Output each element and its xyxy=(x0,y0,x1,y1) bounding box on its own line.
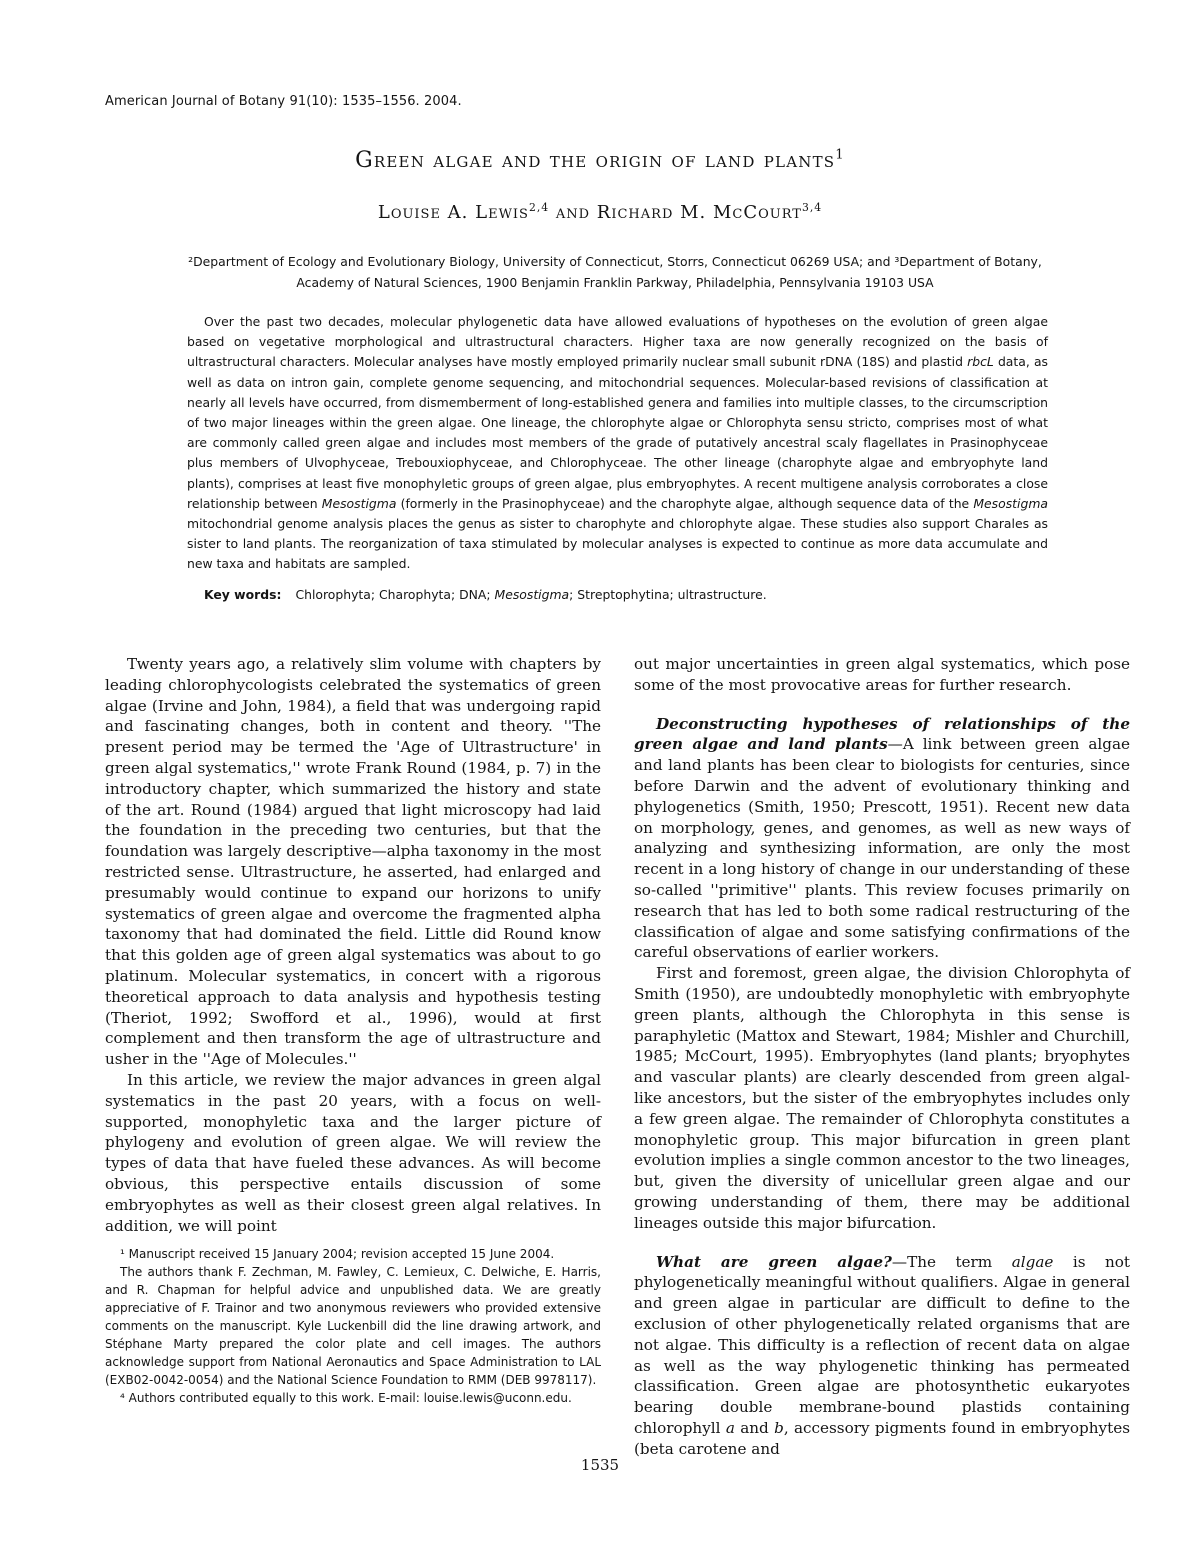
abstract-text: mitochondrial genome analysis places the genus as sister to charophyte and chlorophyte algae. These studies also support Charales as sister to land plants. The reorganization of taxa stimulated by molecular analyses is expected to continue as more data accumulate and new taxa and habitats are sampled. xyxy=(187,516,1048,572)
author-affiliation-marker: 2,4 xyxy=(528,201,550,214)
keywords-text: Chlorophyta; Charophyta; DNA; xyxy=(295,587,495,602)
article-title-text: Green algae and the origin of land plants xyxy=(355,148,836,173)
body-text: is not phylogenetically meaningful without qualifiers. Algae in general and green algae in particular are difficult to define to the exclusion of other phylogenetically related organisms that are not algae. This difficulty is a reflection of recent data on algae as well as the way phylogenetic thinking has permeated classification. Green algae are photosynthetic eukaryotes bearing double membrane-bound plastids containing chlorophyll xyxy=(634,1252,1131,1437)
section-paragraph xyxy=(634,714,1130,964)
journal-citation: American Journal of Botany 91(10): 1535–1556. 2004. xyxy=(105,94,462,109)
section-heading: What are green algae? xyxy=(656,1252,892,1271)
body-text: —The term xyxy=(891,1252,1012,1271)
author-name: Louise A. Lewis xyxy=(377,202,529,223)
keywords-genus: Mesostigma xyxy=(494,587,570,602)
abstract-genus-name: Mesostigma xyxy=(973,495,1048,511)
body-paragraph: First and foremost, green algae, the division Chlorophyta of Smith (1950), are undoubtedly monophyletic with embryophyte green plants, although the Chlorophyta in this sense is paraphyletic (Mattox and Stewart, 1984; Mishler and Churchill, 1985; McCourt, 1995). Embryophytes (land plants; bryophytes and vascular plants) are clearly descended from green algal-like ancestors, but the sister of the embryophytes includes only a few green algae. The remainder of Chlorophyta constitutes a monophyletic group. This major bifurcation in green plant evolution implies a single common ancestor to the two lineages, but, given the diversity of unicellular green algae and our growing understanding of them, there may be additional lineages outside this major bifurcation. xyxy=(634,964,1130,1232)
body-text: and xyxy=(734,1418,775,1437)
section-paragraph xyxy=(634,1252,1130,1460)
title-footnote-marker: 1 xyxy=(835,147,845,163)
body-italic-term: algae xyxy=(1011,1252,1054,1271)
abstract-text: (formerly in the Prasinophyceae) and the charophyte algae, although sequence data of the xyxy=(396,495,974,511)
abstract-gene-name: rbcL xyxy=(967,354,994,370)
body-text: —A link between green algae and land plants has been clear to biologists for centuries, since before Darwin and the advent of evolutionary thinking and phylogenetics (Smith, 1950; Prescott, 1951). Recent new data on morphology, genes, and genomes, as well as new ways of analyzing and synthesizing information, are only the most recent in a long history of change in our understanding of these so-called ''primitive'' plants. This review focuses primarily on research that has led to both some radical restructuring of the classification of algae and some satisfying confirmations of the careful observations of earlier workers. xyxy=(634,735,1131,962)
authors-conjunction: and xyxy=(555,202,591,223)
keywords xyxy=(204,587,767,602)
keywords-label: Key words: xyxy=(204,587,282,602)
author-line xyxy=(0,202,1200,223)
page-number: 1535 xyxy=(580,1456,620,1474)
abstract xyxy=(187,312,1048,575)
body-paragraph: In this article, we review the major advances in green algal systematics in the past 20 years, with a focus on well-supported, monophyletic taxa and the larger picture of phylogeny and evolution of green algae. We will review the types of data that have fueled these advances. As will become obvious, this perspective entails discussion of some embryophytes as well as their closest green algal relatives. In addition, we will point xyxy=(105,1070,601,1235)
author-name: Richard M. McCourt xyxy=(596,202,802,223)
section-heading: Deconstructing hypotheses of relationships of the green algae and land plants xyxy=(634,714,1130,754)
footnote: The authors thank F. Zechman, M. Fawley, C. Lemieux, C. Delwiche, E. Harris, and R. Chapman for helpful advice and unpublished data. We are greatly appreciative of F. Trainor and two anonymous reviewers who provided extensive comments on the manuscript. Kyle Luckenbill did the line drawing artwork, and Stéphane Marty prepared the color plate and cell images. The authors acknowledge support from National Aeronautics and Space Administration to LAL (EXB02-0042-0054) and the National Science Foundation to RMM (DEB 9978117). xyxy=(105,1265,601,1387)
abstract-text: Over the past two decades, molecular phylogenetic data have allowed evaluations of hypotheses on the evolution of green algae based on vegetative morphological and ultrastructural characters. Higher taxa are now generally recognized on the basis of ultrastructural characters. Molecular analyses have mostly employed primarily nuclear small subunit rDNA (18S) and plastid xyxy=(187,314,1048,370)
footnotes xyxy=(105,1245,601,1407)
abstract-paragraph xyxy=(187,312,1048,575)
abstract-text: data, as well as data on intron gain, complete genome sequencing, and mitochondrial sequences. Molecular-based revisions of classification at nearly all levels have occurred, from dismemberment of long-established genera and families into multiple classes, to the circumscription of two major lineages within the green algae. One lineage, the chlorophyte algae or Chlorophyta sensu stricto, comprises most of what are commonly called green algae and includes most members of the grade of putatively ancestral scaly flagellates in Prasinophyceae plus members of Ulvophyceae, Trebouxiophyceae, and Chlorophyceae. The other lineage (charophyte algae and embryophyte land plants), comprises at least five monophyletic groups of green algae, plus embryophytes. A recent multigene analysis corroborates a close relationship between xyxy=(187,354,1048,511)
body-paragraph: out major uncertainties in green algal systematics, which pose some of the most provocative areas for further research. xyxy=(634,655,1130,694)
right-column xyxy=(634,654,1130,1459)
author-affiliation-marker: 3,4 xyxy=(801,201,823,214)
left-column xyxy=(105,654,601,1236)
body-paragraph: Twenty years ago, a relatively slim volume with chapters by leading chlorophycologists celebrated the systematics of green algae (Irvine and John, 1984), a field that was undergoing rapid and fascinating changes, both in content and theory. ''The present period may be termed the 'Age of Ultrastructure' in green algal systematics,'' wrote Frank Round (1984, p. 7) in the introductory chapter, which summarized the history and state of the art. Round (1984) argued that light microscopy had laid the foundation in the preceding two centuries, but that the foundation was largely descriptive—alpha taxonomy in the most restricted sense. Ultrastructure, he asserted, had enlarged and presumably would continue to expand our horizons to unify systematics of green algae and overcome the fragmented alpha taxonomy that had dominated the field. Little did Round know that this golden age of green algal systematics was about to go platinum. Molecular systematics, in concert with a rigorous theoretical approach to data analysis and hypothesis testing (Theriot, 1992; Swofford et al., 1996), would at first complement and then transform the age of ultrastructure and usher in the ''Age of Molecules.'' xyxy=(105,655,601,1069)
article-title xyxy=(0,148,1200,173)
body-text: , accessory pigments found in embryophytes (beta carotene and xyxy=(634,1418,1130,1458)
keywords-text: ; Streptophytina; ultrastructure. xyxy=(569,587,767,602)
body-italic-term: b xyxy=(774,1418,784,1437)
abstract-genus-name: Mesostigma xyxy=(321,495,397,511)
author-affiliations: ²Department of Ecology and Evolutionary Biology, University of Connecticut, Storrs, Connecticut 06269 USA; and ³Department of Botany, Academy of Natural Sciences, 1900 Benjamin Franklin Parkway, Philadelphia, Pennsylvania 19103 USA xyxy=(188,254,1042,290)
body-italic-term: a xyxy=(725,1418,735,1437)
footnote: ¹ Manuscript received 15 January 2004; revision accepted 15 June 2004. xyxy=(120,1247,555,1261)
footnote: ⁴ Authors contributed equally to this work. E-mail: louise.lewis@uconn.edu. xyxy=(120,1391,572,1405)
